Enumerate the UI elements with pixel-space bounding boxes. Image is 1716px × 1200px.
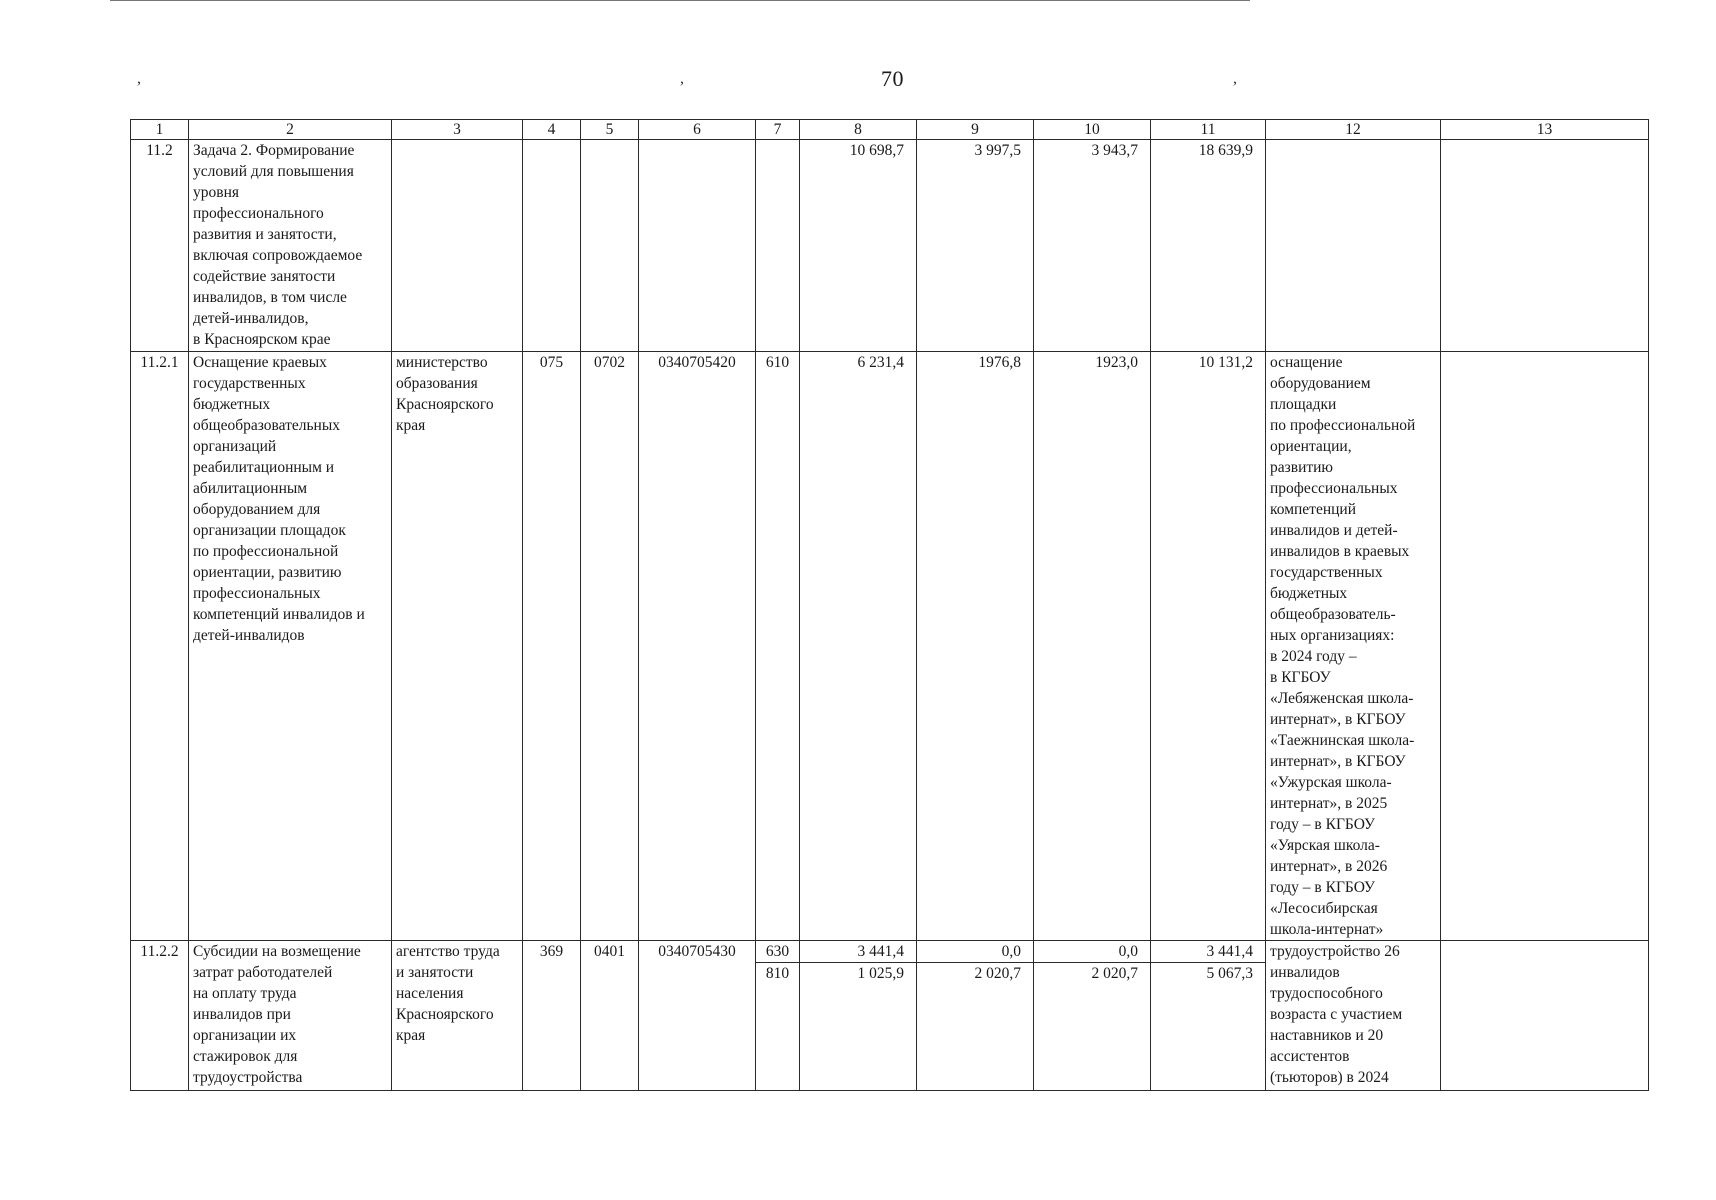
expected-result: трудоустройство 26 инвалидов трудоспособного возраста с участием наставников и 20 ассистентов (тьюторов) в 2024 — [1266, 941, 1441, 1091]
rzpr-code: 0401 — [581, 941, 639, 1091]
amount-total-group — [1151, 941, 1266, 1091]
amount-2026: 0,0 — [1118, 943, 1138, 960]
amount-2024: 3 441,4 — [857, 943, 904, 960]
activity-name: Задача 2. Формирование условий для повышения уровня профессионального развития и занятости, включая сопровождаемое содействие занятости инвалидов, в том числе детей-инвалидов, в Красноярском крае — [189, 140, 392, 352]
column-number: 7 — [756, 120, 800, 140]
amount-2024: 1 025,9 — [800, 962, 916, 984]
executor: министерство образования Красноярского края — [392, 352, 523, 941]
column-number: 9 — [917, 120, 1034, 140]
amount-2025: 2 020,7 — [917, 962, 1033, 984]
grbs-code — [523, 140, 581, 352]
amount-total: 3 441,4 — [1206, 943, 1253, 960]
vr-code: 810 — [756, 962, 799, 984]
activity-name: Оснащение краевых государственных бюджетных общеобразовательных организаций реабилитационным и абилитационным оборудованием для организации площадок по профессиональной ориентации, развитию профессиональных компетенций инвалидов и детей-инвалидов — [189, 352, 392, 941]
expected-result — [1266, 140, 1441, 352]
column-number: 13 — [1441, 120, 1649, 140]
column-number: 5 — [581, 120, 639, 140]
page-number: 70 — [881, 66, 904, 91]
csr-code: 0340705420 — [639, 352, 756, 941]
table-row-activity — [131, 941, 1649, 1091]
amount-2024: 6 231,4 — [800, 352, 917, 941]
csr-code: 0340705430 — [639, 941, 756, 1091]
amount-2026: 2 020,7 — [1034, 962, 1150, 984]
row-number: 11.2 — [131, 140, 189, 352]
expected-result: оснащение оборудованием площадки по профессиональной ориентации, развитию профессиональных компетенций инвалидов и детей- инвалидов в краевых государственных бюджетных общеобразователь- ных организациях: в 2024 году – в КГБОУ «Лебяженская школа- интернат», в КГБОУ «Таежнинская школа- интернат», в КГБОУ «Ужурская школа- интернат», в 2025 году – в КГБОУ «Уярская школа- интернат», в 2026 году – в КГБОУ «Лесосибирская школа-интернат» — [1266, 352, 1441, 941]
csr-code — [639, 140, 756, 352]
vr-code — [756, 140, 800, 352]
scan-speck: , — [137, 70, 141, 87]
amount-2024-group — [800, 941, 917, 1091]
rzpr-code: 0702 — [581, 352, 639, 941]
amount-total: 18 639,9 — [1151, 140, 1266, 352]
row-number: 11.2.1 — [131, 352, 189, 941]
amount-total: 10 131,2 — [1151, 352, 1266, 941]
column-number: 11 — [1151, 120, 1266, 140]
vr-code: 630 — [765, 943, 790, 960]
vr-code-group — [756, 941, 800, 1091]
column-number: 2 — [189, 120, 392, 140]
column-number: 6 — [639, 120, 756, 140]
amount-2026: 1923,0 — [1034, 352, 1151, 941]
table-row-activity — [131, 352, 1649, 941]
amount-2025-group — [917, 941, 1034, 1091]
top-rule — [110, 0, 1250, 1]
rzpr-code — [581, 140, 639, 352]
amount-2025: 1976,8 — [917, 352, 1034, 941]
amount-2026-group — [1034, 941, 1151, 1091]
scan-speck: , — [680, 70, 684, 87]
executor: агентство труда и занятости населения Красноярского края — [392, 941, 523, 1091]
table-row-task — [131, 140, 1649, 352]
activity-name: Субсидии на возмещение затрат работодателей на оплату труда инвалидов при организации их стажировок для трудоустройства — [189, 941, 392, 1091]
grbs-code: 075 — [523, 352, 581, 941]
column-number: 12 — [1266, 120, 1441, 140]
column-number: 10 — [1034, 120, 1151, 140]
column-13-cell — [1441, 140, 1649, 352]
scan-speck: , — [1233, 70, 1237, 87]
grbs-code: 369 — [523, 941, 581, 1091]
column-13-cell — [1441, 352, 1649, 941]
column-number: 8 — [800, 120, 917, 140]
column-13-cell — [1441, 941, 1649, 1091]
amount-2025: 3 997,5 — [917, 140, 1034, 352]
executor — [392, 140, 523, 352]
amount-2026: 3 943,7 — [1034, 140, 1151, 352]
amount-2024: 10 698,7 — [800, 140, 917, 352]
vr-code: 610 — [756, 352, 800, 941]
amount-total: 5 067,3 — [1151, 962, 1265, 984]
program-activities-table — [130, 119, 1649, 1091]
amount-2025: 0,0 — [1001, 943, 1021, 960]
column-number: 3 — [392, 120, 523, 140]
column-number-row — [131, 120, 1649, 140]
row-number: 11.2.2 — [131, 941, 189, 1091]
column-number: 4 — [523, 120, 581, 140]
column-number: 1 — [131, 120, 189, 140]
